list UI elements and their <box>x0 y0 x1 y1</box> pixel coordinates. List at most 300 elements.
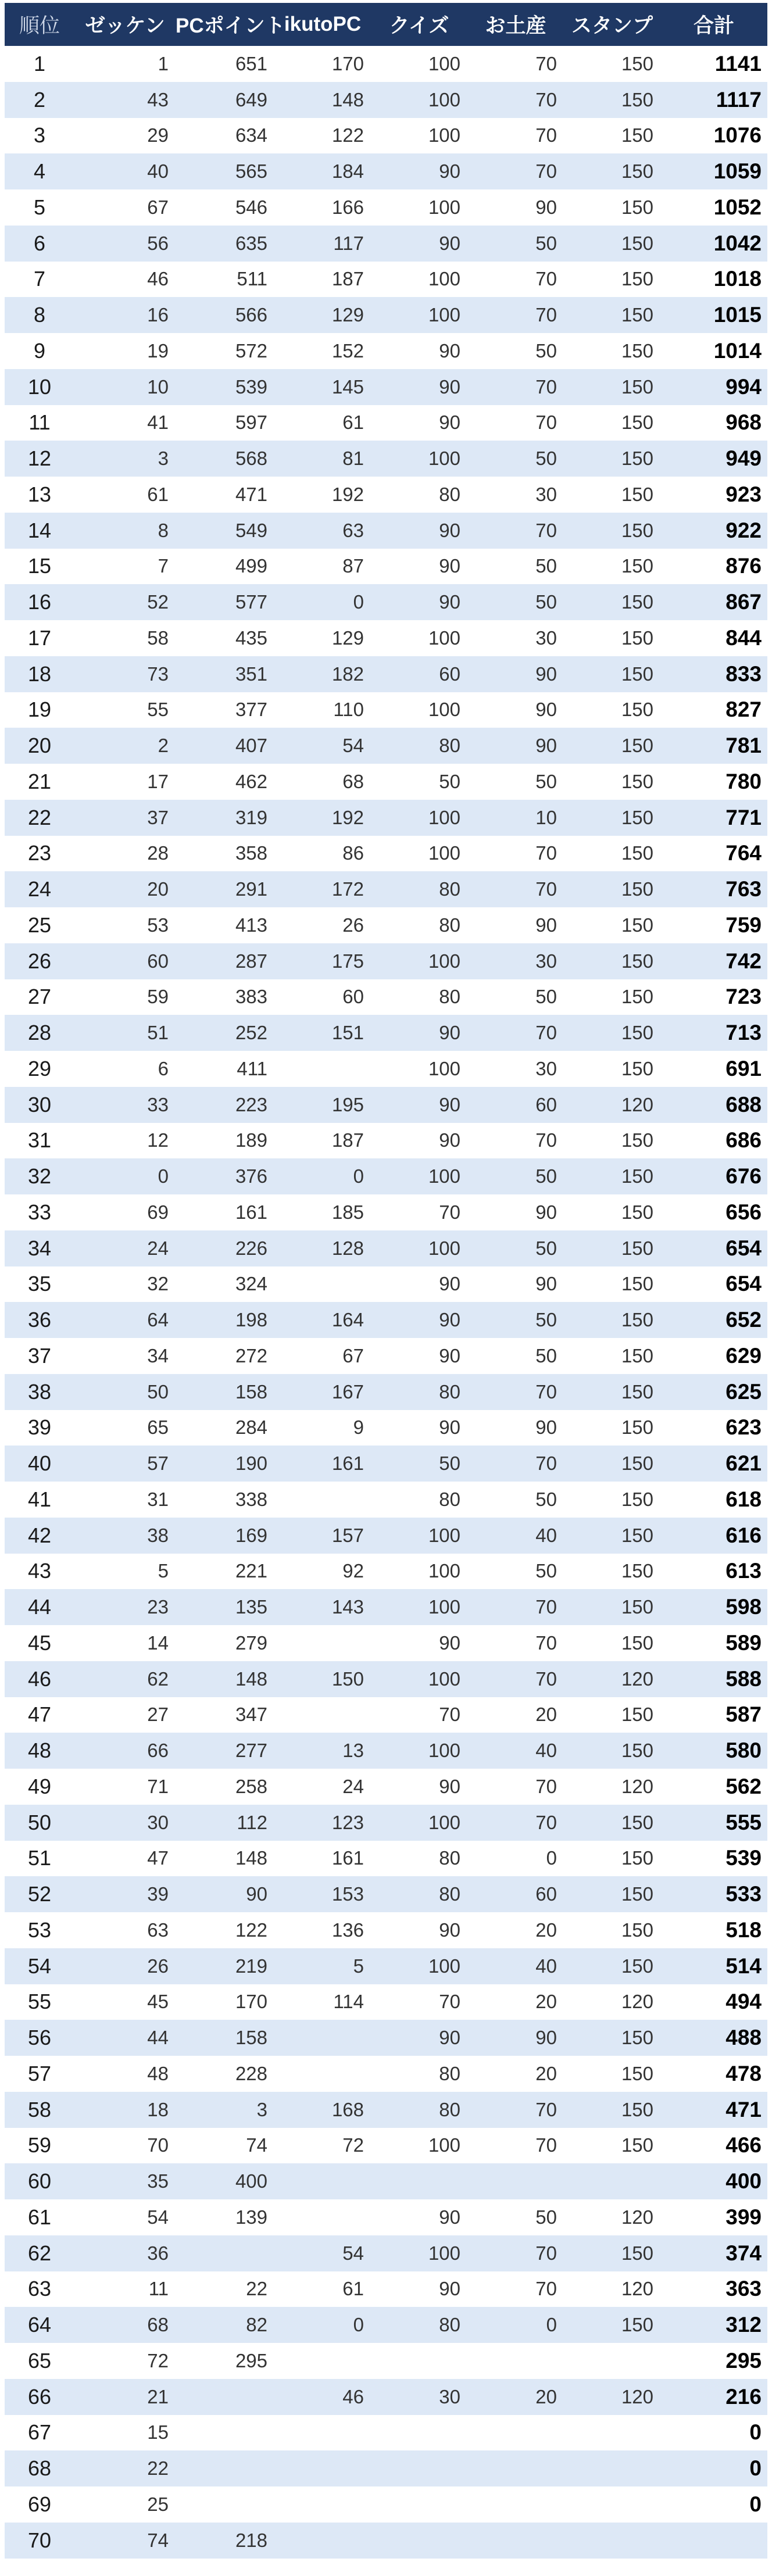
quiz-cell: 100 <box>428 1524 460 1546</box>
table-row <box>5 2092 767 2128</box>
souvenir-cell: 20 <box>535 2062 557 2084</box>
souvenir-cell: 30 <box>535 627 557 649</box>
pc-points-cell: 651 <box>235 52 267 74</box>
bib-cell: 14 <box>147 1632 169 1654</box>
total-cell: 466 <box>725 2133 762 2158</box>
quiz-cell: 90 <box>439 555 460 577</box>
ikuto-pc-cell: 192 <box>331 806 364 828</box>
stamp-cell: 150 <box>621 196 653 218</box>
table-row <box>5 1661 767 1697</box>
rank-cell: 69 <box>27 2492 52 2516</box>
pc-points-cell: 295 <box>235 2349 267 2371</box>
rank-cell: 30 <box>27 1092 52 1117</box>
stamp-cell: 150 <box>621 1704 653 1726</box>
bib-cell: 65 <box>147 1416 169 1439</box>
ikuto-pc-cell: 157 <box>331 1524 364 1546</box>
stamp-cell: 150 <box>621 1237 653 1259</box>
pc-points-cell: 597 <box>235 412 267 434</box>
rank-cell: 42 <box>27 1523 52 1547</box>
table-row <box>5 226 767 262</box>
rank-cell: 40 <box>27 1451 52 1476</box>
total-cell: 876 <box>725 554 762 578</box>
pc-points-cell: 189 <box>235 1129 267 1151</box>
ikuto-pc-cell: 68 <box>342 770 364 792</box>
souvenir-cell: 50 <box>535 1165 557 1187</box>
rank-cell: 24 <box>27 877 52 901</box>
pc-points-cell: 400 <box>235 2170 267 2192</box>
stamp-cell: 150 <box>621 1416 653 1439</box>
ikuto-pc-cell: 164 <box>331 1309 364 1331</box>
total-cell: 562 <box>725 1774 762 1798</box>
quiz-cell: 80 <box>439 2314 460 2336</box>
pc-points-cell: 198 <box>235 1309 267 1331</box>
rank-cell: 32 <box>27 1164 52 1189</box>
bib-cell: 67 <box>147 196 169 218</box>
bib-cell: 50 <box>147 1380 169 1403</box>
souvenir-cell: 70 <box>535 2278 557 2300</box>
bib-cell: 1 <box>158 52 169 74</box>
table-row <box>5 1302 767 1338</box>
rank-cell: 19 <box>27 697 52 722</box>
stamp-cell: 150 <box>621 986 653 1008</box>
stamp-cell: 150 <box>621 1596 653 1618</box>
stamp-cell: 150 <box>621 375 653 398</box>
quiz-cell: 100 <box>428 842 460 864</box>
table-row <box>5 656 767 692</box>
bib-cell: 71 <box>147 1775 169 1797</box>
pc-points-cell: 226 <box>235 1237 267 1259</box>
ikuto-pc-cell: 123 <box>331 1811 364 1833</box>
pc-points-cell: 511 <box>237 268 267 290</box>
pc-points-cell: 471 <box>235 483 267 505</box>
header-souvenir: お土産 <box>485 15 546 37</box>
ikuto-pc-cell: 0 <box>353 2314 364 2336</box>
total-cell: 514 <box>725 1954 762 1978</box>
total-cell: 742 <box>725 949 762 973</box>
total-cell: 1117 <box>716 87 762 112</box>
total-cell: 295 <box>725 2348 762 2373</box>
souvenir-cell: 70 <box>535 2134 557 2156</box>
rank-cell: 35 <box>27 1272 52 1296</box>
ikuto-pc-cell: 184 <box>331 160 364 183</box>
souvenir-cell: 90 <box>535 1201 557 1223</box>
pc-points-cell: 158 <box>235 2027 267 2049</box>
pc-points-cell: 407 <box>235 735 267 757</box>
header-row <box>5 3 767 46</box>
bib-cell: 16 <box>147 304 169 326</box>
quiz-cell: 100 <box>428 2134 460 2156</box>
quiz-cell <box>371 2343 467 2379</box>
pc-points-cell <box>176 2235 274 2271</box>
rank-cell: 41 <box>27 1487 52 1511</box>
table-row <box>5 2343 767 2379</box>
bib-cell: 12 <box>147 1129 169 1151</box>
souvenir-cell: 50 <box>535 1237 557 1259</box>
stamp-cell: 150 <box>621 2134 653 2156</box>
pc-points-cell: 376 <box>235 1165 267 1187</box>
souvenir-cell: 50 <box>535 2206 557 2228</box>
ikuto-pc-cell: 61 <box>342 2278 364 2300</box>
ikuto-pc-cell: 143 <box>331 1596 364 1618</box>
total-cell: 613 <box>725 1559 762 1583</box>
rank-cell: 60 <box>27 2169 52 2194</box>
quiz-cell: 90 <box>439 1022 460 1044</box>
quiz-cell: 80 <box>439 878 460 900</box>
pc-points-cell: 90 <box>246 1883 267 1905</box>
table-row <box>5 1697 767 1733</box>
rank-cell: 6 <box>33 231 46 255</box>
quiz-cell: 90 <box>439 591 460 613</box>
quiz-cell: 100 <box>428 1237 460 1259</box>
total-cell: 478 <box>725 2061 762 2085</box>
souvenir-cell: 30 <box>535 950 557 972</box>
quiz-cell: 100 <box>428 1057 460 1079</box>
stamp-cell: 150 <box>621 1165 653 1187</box>
ikuto-pc-cell: 128 <box>331 1237 364 1259</box>
quiz-cell: 60 <box>439 663 460 685</box>
stamp-cell: 150 <box>621 232 653 254</box>
total-cell: 656 <box>725 1200 762 1224</box>
stamp-cell: 150 <box>621 1632 653 1654</box>
quiz-cell: 100 <box>428 806 460 828</box>
ikuto-pc-cell: 67 <box>342 1344 364 1366</box>
total-cell: 1059 <box>713 159 762 184</box>
ikuto-pc-cell: 110 <box>333 699 364 721</box>
stamp-cell: 150 <box>621 1380 653 1403</box>
total-cell: 598 <box>725 1595 762 1619</box>
table-row <box>5 620 767 656</box>
souvenir-cell: 0 <box>546 1847 557 1869</box>
total-cell: 713 <box>725 1021 762 1045</box>
rank-cell: 10 <box>27 374 52 399</box>
total-cell: 488 <box>725 2026 762 2050</box>
total-cell: 0 <box>749 2456 762 2481</box>
table-row <box>5 1266 767 1303</box>
pc-points-cell: 190 <box>235 1452 267 1475</box>
ikuto-pc-cell: 81 <box>342 448 364 470</box>
header-pc-points: PCポイント <box>176 15 285 37</box>
rank-cell: 55 <box>27 1990 52 2014</box>
table-header <box>5 3 767 46</box>
souvenir-cell <box>467 2415 564 2451</box>
total-cell: 1018 <box>713 267 762 291</box>
pc-points-cell: 338 <box>235 1488 267 1510</box>
table-row <box>5 2307 767 2343</box>
stamp-cell: 150 <box>621 52 653 74</box>
rank-cell: 4 <box>33 159 46 184</box>
table-row <box>5 118 767 154</box>
pc-points-cell <box>176 2379 274 2415</box>
souvenir-cell: 70 <box>535 519 557 541</box>
souvenir-cell: 50 <box>535 1309 557 1331</box>
table-row <box>5 441 767 477</box>
ikuto-pc-cell: 168 <box>331 2098 364 2120</box>
bib-cell: 72 <box>147 2349 169 2371</box>
quiz-cell: 100 <box>428 124 460 146</box>
total-cell: 625 <box>725 1379 762 1404</box>
souvenir-cell: 70 <box>535 1775 557 1797</box>
stamp-cell: 150 <box>621 1057 653 1079</box>
table-row <box>5 189 767 226</box>
table-row <box>5 1589 767 1625</box>
stamp-cell: 120 <box>621 2206 653 2228</box>
total-cell: 652 <box>725 1308 762 1332</box>
quiz-cell: 100 <box>428 1740 460 1762</box>
table-row <box>5 1446 767 1482</box>
bib-cell: 39 <box>147 1883 169 1905</box>
bib-cell: 15 <box>147 2421 169 2443</box>
bib-cell: 18 <box>147 2098 169 2120</box>
bib-cell: 26 <box>147 1955 169 1977</box>
table-row <box>5 513 767 549</box>
total-cell: 0 <box>749 2492 762 2516</box>
table-row <box>5 2379 767 2415</box>
pc-points-cell: 319 <box>235 806 267 828</box>
bib-cell: 6 <box>158 1057 169 1079</box>
souvenir-cell: 50 <box>535 1488 557 1510</box>
bib-cell: 57 <box>147 1452 169 1475</box>
table-row <box>5 584 767 620</box>
souvenir-cell: 90 <box>535 2027 557 2049</box>
rank-cell: 36 <box>27 1308 52 1332</box>
table-row <box>5 2235 767 2271</box>
stamp-cell: 150 <box>621 1955 653 1977</box>
stamp-cell: 150 <box>621 842 653 864</box>
table-row <box>5 82 767 118</box>
quiz-cell: 100 <box>428 1560 460 1582</box>
quiz-cell: 100 <box>428 2242 460 2264</box>
souvenir-cell: 70 <box>535 160 557 183</box>
rank-cell: 11 <box>28 410 51 435</box>
stamp-cell: 120 <box>621 1991 653 2013</box>
pc-points-cell: 158 <box>235 1380 267 1403</box>
stamp-cell <box>564 2415 660 2451</box>
souvenir-cell: 90 <box>535 663 557 685</box>
stamp-cell: 150 <box>621 627 653 649</box>
ikuto-pc-cell: 148 <box>331 88 364 110</box>
souvenir-cell: 90 <box>535 735 557 757</box>
souvenir-cell: 30 <box>535 1057 557 1079</box>
pc-points-cell: 287 <box>235 950 267 972</box>
bib-cell: 37 <box>147 806 169 828</box>
table-row <box>5 477 767 513</box>
pc-points-cell: 223 <box>235 1093 267 1115</box>
rank-cell: 16 <box>27 590 52 614</box>
pc-points-cell: 161 <box>235 1201 267 1223</box>
table-row <box>5 1087 767 1123</box>
stamp-cell <box>564 2486 660 2523</box>
pc-points-cell: 74 <box>246 2134 267 2156</box>
table-row <box>5 1805 767 1841</box>
header-total: 合計 <box>693 15 734 37</box>
pc-points-cell: 170 <box>235 1991 267 2013</box>
rank-cell: 49 <box>27 1774 52 1798</box>
souvenir-cell: 70 <box>535 1380 557 1403</box>
pc-points-cell: 383 <box>235 986 267 1008</box>
souvenir-cell: 60 <box>535 1883 557 1905</box>
quiz-cell: 90 <box>439 160 460 183</box>
stamp-cell: 150 <box>621 555 653 577</box>
pc-points-cell: 549 <box>235 519 267 541</box>
total-cell: 587 <box>725 1702 762 1727</box>
pc-points-cell: 351 <box>235 663 267 685</box>
total-cell: 654 <box>725 1236 762 1260</box>
stamp-cell: 150 <box>621 483 653 505</box>
souvenir-cell: 90 <box>535 699 557 721</box>
ikuto-pc-cell: 87 <box>342 555 364 577</box>
table-row <box>5 1625 767 1661</box>
table-row <box>5 1374 767 1410</box>
rank-cell: 48 <box>27 1738 52 1763</box>
souvenir-cell: 20 <box>535 2385 557 2407</box>
total-cell: 1042 <box>713 231 762 255</box>
ikuto-pc-cell: 117 <box>333 232 364 254</box>
ikuto-pc-cell: 187 <box>331 1129 364 1151</box>
ranking-table <box>5 3 767 2559</box>
quiz-cell: 80 <box>439 1380 460 1403</box>
quiz-cell: 90 <box>439 232 460 254</box>
total-cell: 580 <box>725 1738 762 1763</box>
rank-cell: 18 <box>27 661 52 686</box>
bib-cell: 63 <box>147 1919 169 1941</box>
bib-cell: 28 <box>147 842 169 864</box>
ikuto-pc-cell <box>274 2163 371 2199</box>
table-row <box>5 1948 767 1984</box>
rank-cell: 44 <box>27 1595 52 1619</box>
pc-points-cell: 169 <box>235 1524 267 1546</box>
quiz-cell: 90 <box>439 2027 460 2049</box>
total-cell: 618 <box>725 1487 762 1511</box>
rank-cell: 20 <box>27 734 52 758</box>
souvenir-cell: 50 <box>535 986 557 1008</box>
ikuto-pc-cell <box>274 2415 371 2451</box>
souvenir-cell: 60 <box>535 1093 557 1115</box>
bib-cell: 25 <box>147 2493 169 2515</box>
stamp-cell: 150 <box>621 1022 653 1044</box>
stamp-cell: 150 <box>621 1883 653 1905</box>
quiz-cell: 70 <box>439 1201 460 1223</box>
total-cell: 1076 <box>713 123 762 148</box>
rank-cell: 25 <box>27 913 52 937</box>
quiz-cell: 50 <box>439 770 460 792</box>
bib-cell: 8 <box>158 519 169 541</box>
quiz-cell: 100 <box>428 699 460 721</box>
souvenir-cell <box>467 2523 564 2559</box>
pc-points-cell: 22 <box>246 2278 267 2300</box>
rank-cell: 43 <box>27 1559 52 1583</box>
ikuto-pc-cell: 122 <box>331 124 364 146</box>
ikuto-pc-cell <box>274 1625 371 1661</box>
table-row <box>5 297 767 333</box>
bib-cell: 22 <box>147 2457 169 2480</box>
stamp-cell: 150 <box>621 1488 653 1510</box>
quiz-cell: 30 <box>439 2385 460 2407</box>
rank-cell: 65 <box>27 2348 52 2373</box>
ikuto-pc-cell: 182 <box>331 663 364 685</box>
stamp-cell: 150 <box>621 1201 653 1223</box>
quiz-cell: 90 <box>439 412 460 434</box>
total-cell: 923 <box>725 482 762 506</box>
ikuto-pc-cell: 151 <box>331 1022 364 1044</box>
quiz-cell: 90 <box>439 519 460 541</box>
bib-cell: 54 <box>147 2206 169 2228</box>
quiz-cell: 90 <box>439 375 460 398</box>
ikuto-pc-cell <box>274 1697 371 1733</box>
bib-cell: 7 <box>158 555 169 577</box>
stamp-cell: 150 <box>621 2027 653 2049</box>
table-row <box>5 871 767 907</box>
stamp-cell: 150 <box>621 412 653 434</box>
souvenir-cell: 20 <box>535 1991 557 2013</box>
ikuto-pc-cell: 72 <box>342 2134 364 2156</box>
stamp-cell: 150 <box>621 770 653 792</box>
table-row <box>5 943 767 979</box>
quiz-cell: 80 <box>439 735 460 757</box>
table-row <box>5 1554 767 1590</box>
quiz-cell: 50 <box>439 1452 460 1475</box>
table-row <box>5 2163 767 2199</box>
pc-points-cell: 413 <box>235 914 267 936</box>
table-row <box>5 549 767 585</box>
total-cell: 827 <box>725 697 762 722</box>
ikuto-pc-cell: 152 <box>331 339 364 362</box>
bib-cell: 69 <box>147 1201 169 1223</box>
pc-points-cell: 358 <box>235 842 267 864</box>
quiz-cell: 100 <box>428 627 460 649</box>
bib-cell: 20 <box>147 878 169 900</box>
total-cell: 686 <box>725 1128 762 1153</box>
quiz-cell: 90 <box>439 2278 460 2300</box>
stamp-cell: 150 <box>621 448 653 470</box>
quiz-cell: 90 <box>439 1775 460 1797</box>
stamp-cell: 150 <box>621 1560 653 1582</box>
souvenir-cell: 70 <box>535 1668 557 1690</box>
rank-cell: 5 <box>33 195 46 219</box>
ikuto-pc-cell <box>274 1482 371 1518</box>
bib-cell: 34 <box>147 1344 169 1366</box>
total-cell: 494 <box>725 1990 762 2014</box>
total-cell: 555 <box>725 1810 762 1834</box>
pc-points-cell: 228 <box>235 2062 267 2084</box>
table-row <box>5 1015 767 1051</box>
table-row <box>5 1482 767 1518</box>
total-cell: 616 <box>725 1523 762 1547</box>
stamp-cell <box>564 2343 660 2379</box>
stamp-cell: 120 <box>621 2385 653 2407</box>
bib-cell: 68 <box>147 2314 169 2336</box>
bib-cell: 61 <box>147 483 169 505</box>
table-row <box>5 2128 767 2164</box>
souvenir-cell: 20 <box>535 1704 557 1726</box>
bib-cell: 43 <box>147 88 169 110</box>
rank-cell: 2 <box>33 87 46 112</box>
souvenir-cell: 40 <box>535 1955 557 1977</box>
stamp-cell: 150 <box>621 1452 653 1475</box>
souvenir-cell: 90 <box>535 1416 557 1439</box>
bib-cell: 21 <box>147 2385 169 2407</box>
bib-cell: 64 <box>147 1309 169 1331</box>
ikuto-pc-cell: 136 <box>331 1919 364 1941</box>
bib-cell: 56 <box>147 232 169 254</box>
ikuto-pc-cell: 0 <box>353 591 364 613</box>
table-row <box>5 369 767 405</box>
header-quiz: クイズ <box>389 15 449 37</box>
table-row <box>5 1410 767 1446</box>
rank-cell: 27 <box>27 985 52 1009</box>
rank-cell: 17 <box>27 625 52 650</box>
rank-cell: 64 <box>27 2313 52 2337</box>
total-cell: 216 <box>725 2384 762 2409</box>
